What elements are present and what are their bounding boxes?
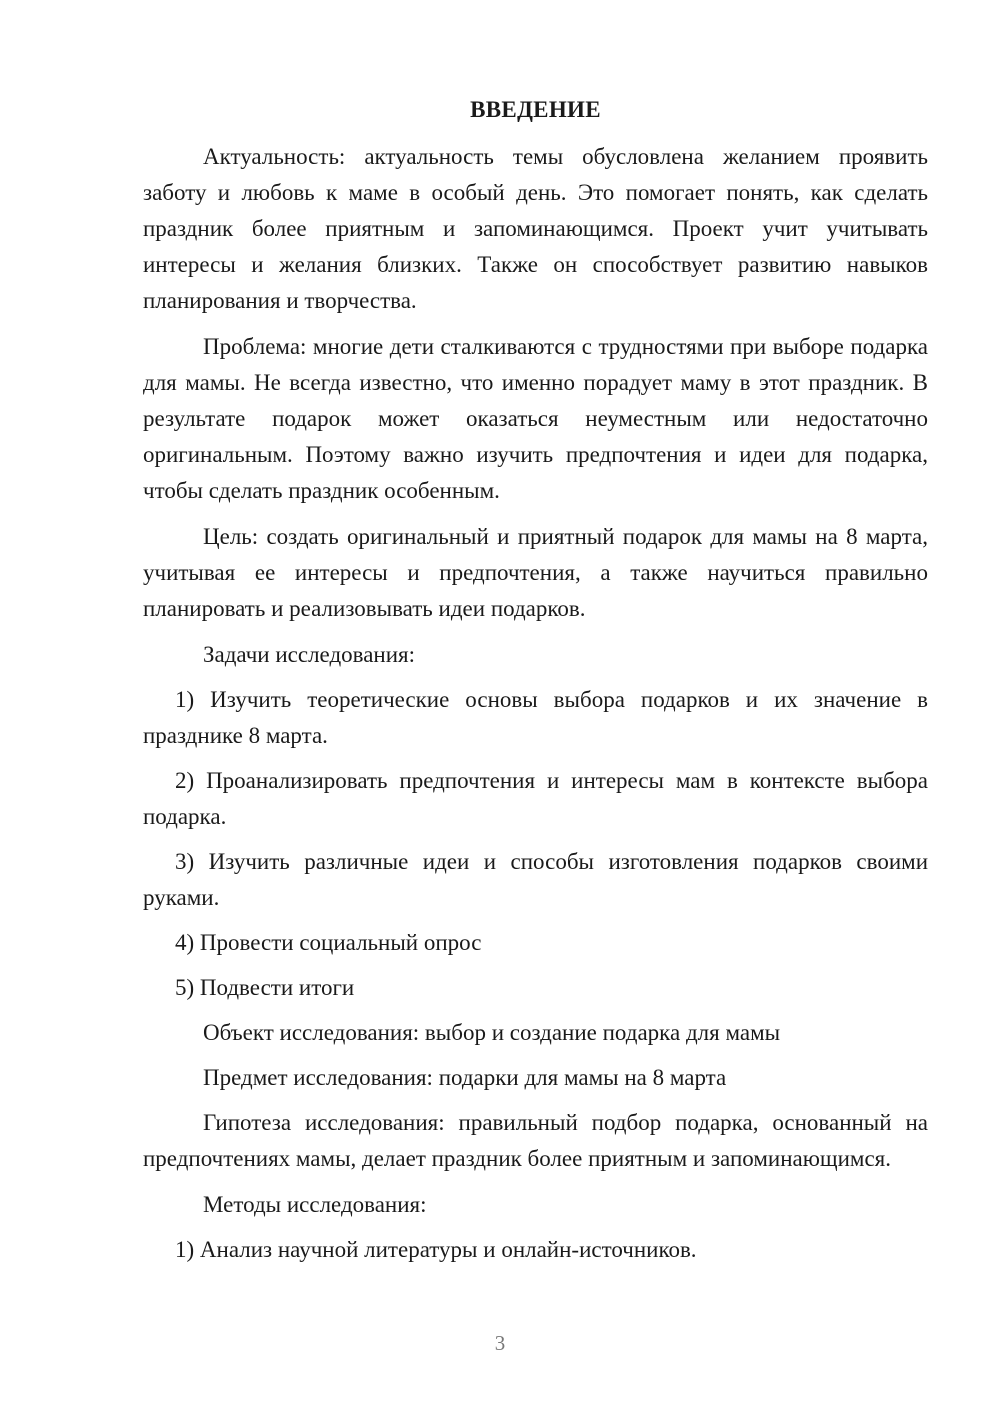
page-number: 3 [494,1331,506,1355]
relevance-paragraph: Актуальность: актуальность темы обусловлена желанием проявить заботу и любовь к маме в особый день. Это помогает понять, как сделать праздник более приятным и запоминающимся. Проект учит учитывать интересы и желания близких. Также он способствует развитию навыков планирования и творчества. [143,144,928,313]
tasks-heading: Задачи исследования: [203,642,416,667]
task-item: 3) Изучить различные идеи и способы изготовления подарков своими руками. [143,849,928,910]
task-item: 5) Подвести итоги [175,975,355,1000]
problem-paragraph: Проблема: многие дети сталкиваются с трудностями при выборе подарка для мамы. Не всегда известно, что именно порадует маму в этот праздник. В результате подарок может оказаться неуместным или недостаточно оригинальным. Поэтому важно изучить предпочтения и идеи для подарка, чтобы сделать праздник особенным. [143,334,928,503]
goal-paragraph: Цель: создать оригинальный и приятный подарок для мамы на 8 марта, учитывая ее интересы и предпочтения, а также научиться правильно планировать и реализовывать идеи подарков. [143,524,928,621]
task-item: 1) Изучить теоретические основы выбора подарков и их значение в празднике 8 марта. [143,687,928,748]
document-page [143,95,928,1277]
methods-heading: Методы исследования: [203,1192,427,1217]
hypothesis-paragraph: Гипотеза исследования: правильный подбор подарка, основанный на предпочтениях мамы, делает праздник более приятным и запоминающимся. [143,1110,928,1171]
method-item: 1) Анализ научной литературы и онлайн-источников. [175,1237,697,1262]
task-item: 4) Провести социальный опрос [175,930,482,955]
page-title: ВВЕДЕНИЕ [470,97,601,122]
task-item: 2) Проанализировать предпочтения и интересы мам в контексте выбора подарка. [143,768,928,829]
subject-line: Предмет исследования: подарки для мамы на 8 марта [203,1065,727,1090]
object-line: Объект исследования: выбор и создание подарка для мамы [203,1020,781,1045]
